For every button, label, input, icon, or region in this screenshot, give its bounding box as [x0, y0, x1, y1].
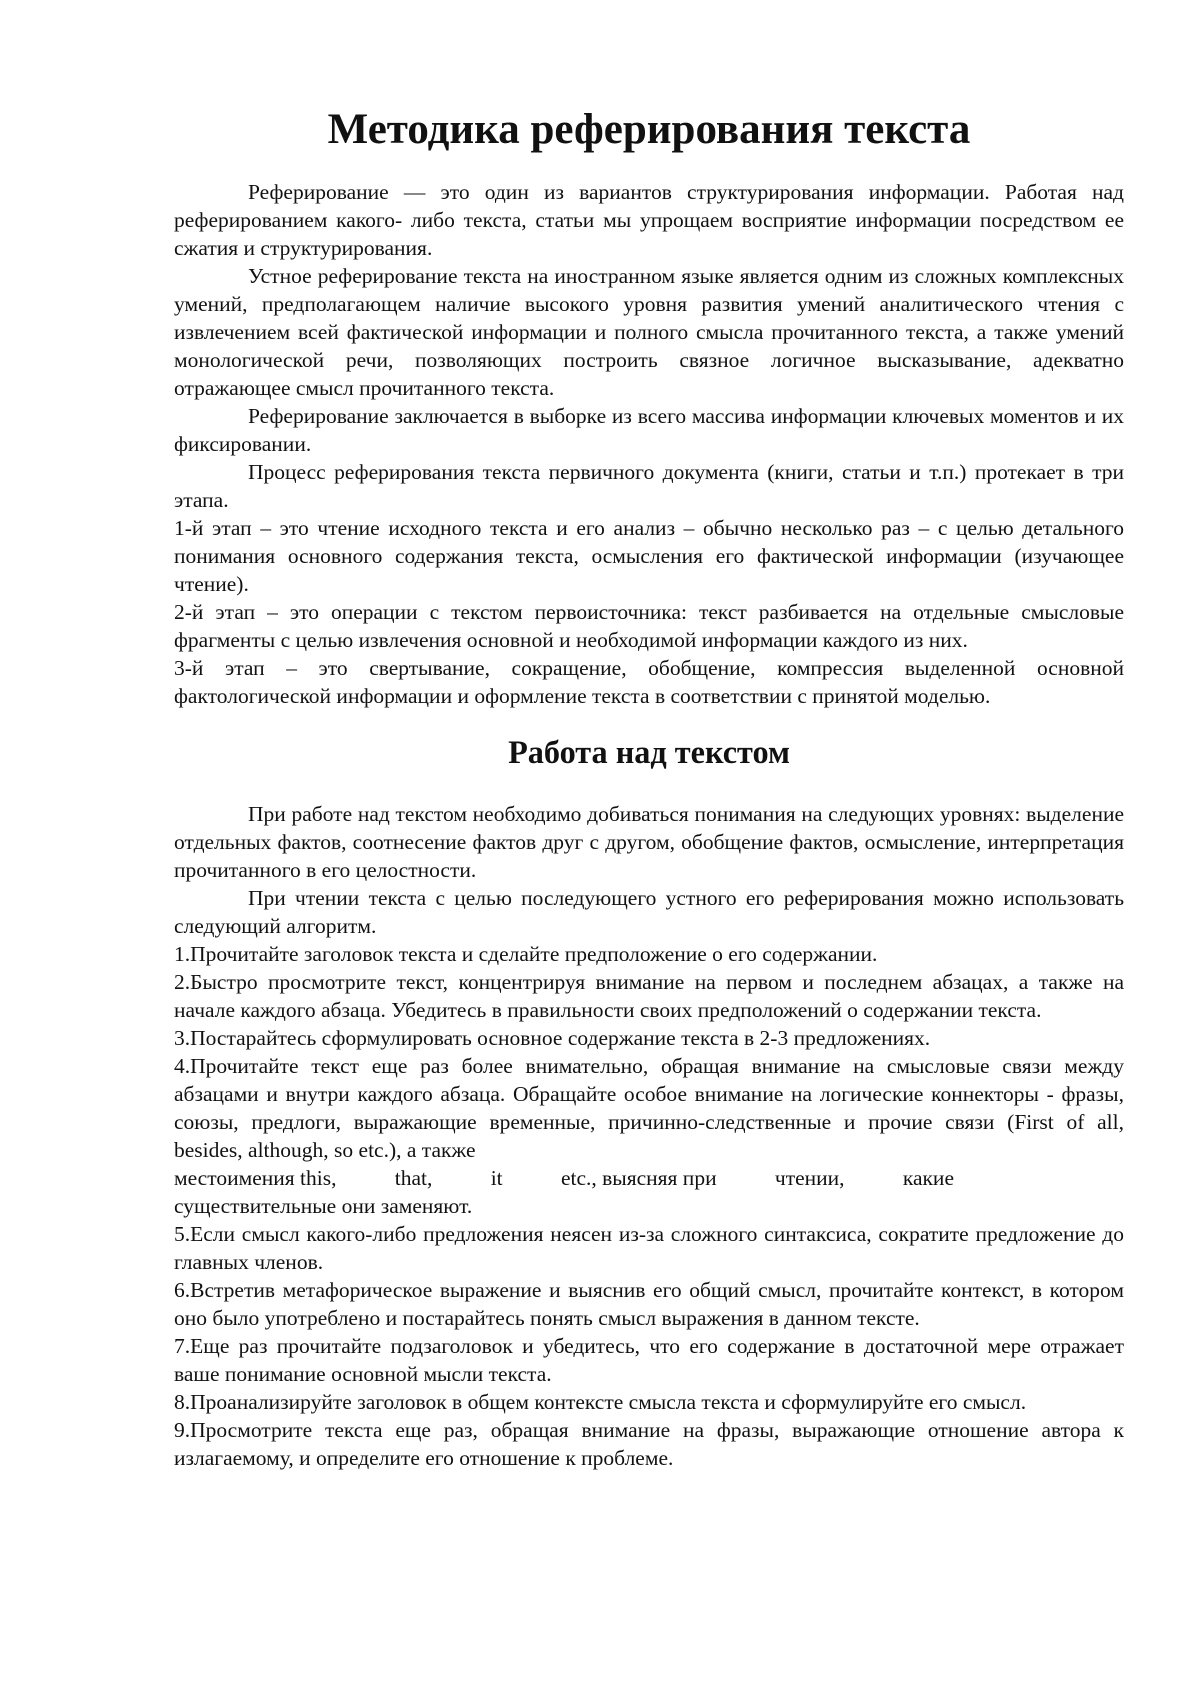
step-item: 2.Быстро просмотрите текст, концентрируя внимание на первом и последнем абзацах, а также на начале каждого абзаца. Убедитесь в правильности своих предположений о содержании текста.: [174, 970, 1124, 1022]
paragraph: Реферирование заключается в выборке из всего массива информации ключевых моментов и их фиксировании.: [174, 404, 1124, 456]
pronoun-word: чтении,: [774, 1166, 845, 1190]
step-item: 5.Если смысл какого-либо предложения неясен из-за сложного синтаксиса, сократите предложение до главных членов.: [174, 1222, 1124, 1274]
paragraph: Процесс реферирования текста первичного документа (книги, статьи и т.п.) протекает в три этапа.: [174, 460, 1124, 512]
pronoun-word: etc., выясняя при: [560, 1166, 717, 1190]
paragraph: При работе над текстом необходимо добиваться понимания на следующих уровнях: выделение отдельных фактов, соотнесение фактов друг с другом, обобщение фактов, осмысление, интерпретация прочитанного в его целостности.: [174, 802, 1124, 882]
stage-item: 3-й этап – это свертывание, сокращение, обобщение, компрессия выделенной основной фактологической информации и оформление текста в соответствии с принятой моделью.: [174, 656, 1124, 708]
step-item: 8.Проанализируйте заголовок в общем контексте смысла текста и сформулируйте его смысл.: [174, 1390, 1027, 1414]
step-item-continuation: существительные они заменяют.: [174, 1194, 473, 1218]
section-title: Работа над текстом: [508, 734, 790, 770]
pronoun-word: it: [490, 1166, 503, 1190]
spacer: [174, 766, 1124, 800]
step-item: 1.Прочитайте заголовок текста и сделайте предположение о его содержании.: [174, 942, 878, 966]
pronoun-word: that,: [394, 1166, 433, 1190]
paragraph: При чтении текста с целью последующего устного его реферирования можно использовать следующий алгоритм.: [174, 886, 1124, 938]
step-item: 3.Постарайтесь сформулировать основное содержание текста в 2-3 предложениях.: [174, 1026, 931, 1050]
document-page: [174, 106, 1124, 1472]
step-item: 6.Встретив метафорическое выражение и выяснив его общий смысл, прочитайте контекст, в котором оно было употреблено и постарайтесь понять смысл выражения в данном тексте.: [174, 1278, 1124, 1330]
pronoun-word: местоимения this,: [174, 1166, 337, 1190]
pronoun-word: какие: [902, 1166, 954, 1190]
pronoun-line: [174, 1164, 954, 1192]
document-title: Методика реферирования текста: [327, 106, 971, 153]
step-item: 7.Еще раз прочитайте подзаголовок и убедитесь, что его содержание в достаточной мере отражает ваше понимание основной мысли текста.: [174, 1334, 1124, 1386]
step-item: 4.Прочитайте текст еще раз более внимательно, обращая внимание на смысловые связи между абзацами и внутри каждого абзаца. Обращайте особое внимание на логические коннекторы - фразы, союзы, предлоги, выражающие временные, причинно-следственные и прочие связи (First of all, besides, although, so etc.), а также: [174, 1054, 1124, 1162]
stage-item: 2-й этап – это операции с текстом первоисточника: текст разбивается на отдельные смысловые фрагменты с целью извлечения основной и необходимой информации каждого из них.: [174, 600, 1124, 652]
paragraph: Реферирование — это один из вариантов структурирования информации. Работая над реферированием какого- либо текста, статьи мы упрощаем восприятие информации посредством ее сжатия и структурирования.: [174, 180, 1124, 260]
stage-item: 1-й этап – это чтение исходного текста и его анализ – обычно несколько раз – с целью детального понимания основного содержания текста, осмысления его фактической информации (изучающее чтение).: [174, 516, 1124, 596]
paragraph: Устное реферирование текста на иностранном языке является одним из сложных комплексных умений, предполагающем наличие высокого уровня развития умений аналитического чтения с извлечением всей фактической информации и полного смысла прочитанного текста, а также умений монологической речи, позволяющих построить связное логичное высказывание, адекватно отражающее смысл прочитанного текста.: [174, 264, 1124, 400]
step-item: 9.Просмотрите текста еще раз, обращая внимание на фразы, выражающие отношение автора к излагаемому, и определите его отношение к проблеме.: [174, 1418, 1124, 1470]
